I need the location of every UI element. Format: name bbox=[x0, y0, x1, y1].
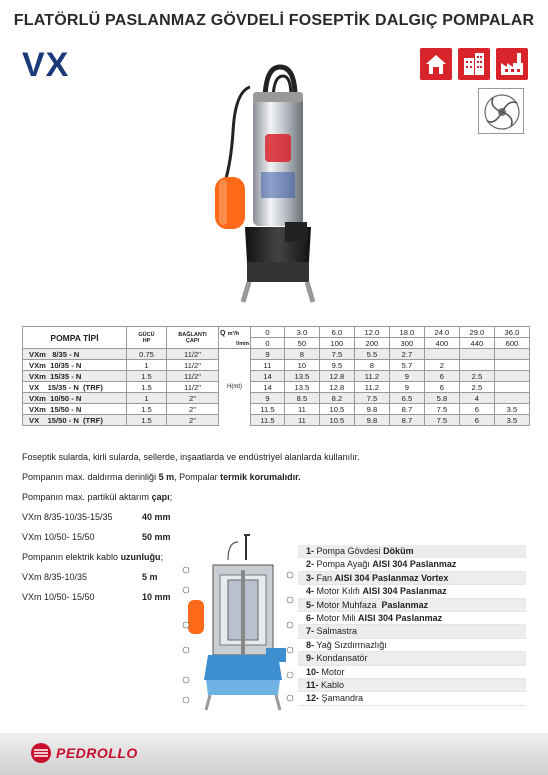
part-label: Kondansatör bbox=[314, 653, 368, 664]
head-value-cell: 11.2 bbox=[354, 371, 389, 382]
head-value-cell bbox=[494, 349, 529, 360]
part-label: Şamandra bbox=[319, 693, 364, 704]
part-label: Motor Muhfaza bbox=[314, 599, 382, 610]
flow-m3h-cell: 18.0 bbox=[389, 327, 424, 338]
part-item bbox=[298, 639, 526, 652]
head-value-cell: 3.5 bbox=[494, 404, 529, 415]
head-value-cell: 11 bbox=[284, 415, 319, 426]
head-value-cell: 14 bbox=[251, 371, 285, 382]
particle-row: VXm 10/50- 15/50 50 mm bbox=[22, 532, 171, 542]
head-value-cell: 4 bbox=[459, 393, 494, 404]
part-number: 12- bbox=[306, 693, 320, 704]
flow-m3h-cell: 3.0 bbox=[284, 327, 319, 338]
model-cell: VX 15/50 - N (TRF) bbox=[23, 415, 127, 426]
head-value-cell: 6 bbox=[424, 382, 459, 393]
head-value-cell bbox=[459, 360, 494, 371]
part-item bbox=[298, 599, 526, 612]
flow-lmin-cell: 50 bbox=[284, 338, 319, 349]
part-label: Yağ Sızdırmazlığı bbox=[314, 639, 387, 650]
part-number: 2- bbox=[306, 559, 315, 570]
head-value-cell: 7.5 bbox=[424, 415, 459, 426]
cable-text: Pompanın elektrik kablo uzunluğu; bbox=[22, 552, 164, 562]
part-label: Pompa Gövdesi bbox=[314, 546, 384, 556]
part-label: Salmastra bbox=[314, 626, 358, 637]
part-item bbox=[298, 652, 526, 665]
connection-cell: 2" bbox=[167, 404, 219, 415]
cable-row: VXm 8/35-10/35 5 m bbox=[22, 572, 158, 582]
brand-name: PEDROLLO bbox=[56, 745, 138, 761]
head-value-cell: 6 bbox=[424, 371, 459, 382]
usage-text: Foseptik sularda, kirli sularda, sellerde, inşaatlarda ve endüstriyel alanlarda kullanılır. bbox=[22, 452, 360, 462]
power-cell: 1.5 bbox=[127, 382, 167, 393]
head-value-cell: 2.5 bbox=[459, 382, 494, 393]
part-item bbox=[298, 612, 526, 625]
q-header: Q bbox=[220, 329, 226, 337]
head-label: H(mt) bbox=[219, 382, 251, 393]
flow-m3h-cell: 0 bbox=[251, 327, 285, 338]
head-value-cell: 9 bbox=[389, 371, 424, 382]
power-header: GÜCÜ bbox=[138, 331, 155, 338]
part-item bbox=[298, 625, 526, 638]
connection-cell: 11/2" bbox=[167, 349, 219, 360]
head-value-cell: 2.5 bbox=[459, 371, 494, 382]
head-label-blank bbox=[219, 360, 251, 371]
head-value-cell bbox=[494, 371, 529, 382]
part-number: 4- bbox=[306, 586, 315, 597]
head-value-cell: 8.7 bbox=[389, 415, 424, 426]
head-value-cell: 13.5 bbox=[284, 371, 319, 382]
head-value-cell bbox=[459, 349, 494, 360]
head-value-cell: 11.5 bbox=[251, 415, 285, 426]
head-value-cell: 9.5 bbox=[319, 360, 354, 371]
model-cell: VXm 8/35 - N bbox=[23, 349, 127, 360]
flow-m3h-cell: 36.0 bbox=[494, 327, 529, 338]
particle-row: VXm 8/35-10/35-15/35 40 mm bbox=[22, 512, 171, 522]
power-cell: 1 bbox=[127, 360, 167, 371]
head-value-cell: 12.8 bbox=[319, 371, 354, 382]
part-material: AISI 304 Paslanmaz bbox=[362, 586, 447, 597]
head-value-cell bbox=[494, 393, 529, 404]
part-item bbox=[298, 692, 526, 705]
part-item bbox=[298, 545, 526, 558]
connection-cell: 11/2" bbox=[167, 371, 219, 382]
part-item bbox=[298, 666, 526, 679]
part-item bbox=[298, 679, 526, 692]
head-value-cell: 2.7 bbox=[389, 349, 424, 360]
head-value-cell: 6 bbox=[459, 404, 494, 415]
performance-table: POMPA TİPİ GÜCÜ HP BAĞLANTI ÇAPI Q m³/h 0 3.0 6.0 12.0 18.0 24.0 29.0 36.0 l/min 0 50 100 200 300 400 440 600 VXm 8/35 - N 0.75 11/2" 9 8 7.5 5.5 2.7 VXm 10/35 - N 1 11/2" 11 10 9.5 8 5.7 2 VXm 15/35 - N 1.5 11/2" 14 13.5 12.8 11.2 9 6 2.5 VX 15/35 - N (TRF) 1.5 11/2" H(mt) 14 13.5 12.8 11.2 9 6 2.5 VXm 10/50 - N 1 2" 9 8.5 8.2 7.5 6.5 5.8 4 VXm 15/50 - N 1.5 2" 11.5 11 10.5 9.8 8.7 7.5 6 3.5 VX 15/50 - N (TRF) 1.5 2" 11.5 11 10.5 9.8 8.7 7.5 6 3.5 bbox=[22, 326, 530, 426]
flow-lmin-cell: 0 bbox=[251, 338, 285, 349]
head-label-blank bbox=[219, 404, 251, 415]
head-value-cell: 8.5 bbox=[284, 393, 319, 404]
flow-lmin-cell: 300 bbox=[389, 338, 424, 349]
part-number: 11- bbox=[306, 679, 319, 690]
head-value-cell: 6.5 bbox=[389, 393, 424, 404]
part-number: 6- bbox=[306, 612, 315, 623]
head-value-cell: 9 bbox=[389, 382, 424, 393]
model-cell: VXm 10/50 - N bbox=[23, 393, 127, 404]
part-label: Pompa Ayağı bbox=[314, 559, 373, 570]
flow-m3h-cell: 6.0 bbox=[319, 327, 354, 338]
flow-lmin-cell: 200 bbox=[354, 338, 389, 349]
head-value-cell: 6 bbox=[459, 415, 494, 426]
part-number: 5- bbox=[306, 599, 315, 610]
flow-m3h-cell: 29.0 bbox=[459, 327, 494, 338]
model-cell: VXm 15/35 - N bbox=[23, 371, 127, 382]
connection-header: BAĞLANTI bbox=[178, 331, 207, 338]
part-number: 7- bbox=[306, 626, 315, 637]
page-title: FLATÖRLÜ PASLANMAZ GÖVDELİ FOSEPTİK DALGIÇ POMPALAR bbox=[13, 12, 535, 29]
pedrollo-logo-icon bbox=[30, 742, 52, 764]
part-number: 8- bbox=[306, 639, 315, 650]
building-icon bbox=[458, 48, 490, 80]
table-row bbox=[23, 360, 530, 371]
pedrollo-logo bbox=[30, 742, 138, 764]
part-label: Fan bbox=[314, 572, 335, 583]
head-value-cell: 9 bbox=[251, 393, 285, 404]
pump-photo bbox=[195, 62, 325, 307]
flow-lmin-cell: 100 bbox=[319, 338, 354, 349]
table-row bbox=[23, 371, 530, 382]
head-value-cell: 11 bbox=[284, 404, 319, 415]
model-name: VX bbox=[22, 46, 70, 84]
head-value-cell: 10.5 bbox=[319, 415, 354, 426]
part-material: Döküm bbox=[383, 546, 414, 556]
part-material: AISI 304 Paslanmaz bbox=[358, 612, 443, 623]
table-row bbox=[23, 404, 530, 415]
power-cell: 0.75 bbox=[127, 349, 167, 360]
part-number: 1- bbox=[306, 546, 315, 556]
head-value-cell: 8 bbox=[284, 349, 319, 360]
part-material: AISI 304 Paslanmaz Vortex bbox=[334, 572, 449, 583]
head-value-cell: 7.5 bbox=[354, 393, 389, 404]
part-number: 9- bbox=[306, 653, 315, 664]
connection-cell: 2" bbox=[167, 393, 219, 404]
power-cell: 1.5 bbox=[127, 415, 167, 426]
flow-lmin-cell: 400 bbox=[424, 338, 459, 349]
head-value-cell: 5.8 bbox=[424, 393, 459, 404]
table-row bbox=[23, 393, 530, 404]
power-cell: 1.5 bbox=[127, 404, 167, 415]
part-item bbox=[298, 572, 526, 585]
head-value-cell: 9.8 bbox=[354, 404, 389, 415]
part-material: Paslanmaz bbox=[381, 599, 429, 610]
connection-cell: 2" bbox=[167, 415, 219, 426]
connection-cell: 11/2" bbox=[167, 360, 219, 371]
application-icons bbox=[420, 48, 528, 80]
vortex-impeller-icon bbox=[478, 88, 524, 134]
head-value-cell: 14 bbox=[251, 382, 285, 393]
model-cell: VXm 10/35 - N bbox=[23, 360, 127, 371]
flow-m3h-cell: 12.0 bbox=[354, 327, 389, 338]
head-value-cell: 9.8 bbox=[354, 415, 389, 426]
head-value-cell: 11.2 bbox=[354, 382, 389, 393]
table-row bbox=[23, 349, 530, 360]
footer bbox=[0, 733, 548, 775]
head-value-cell: 8.2 bbox=[319, 393, 354, 404]
part-label: Motor bbox=[319, 666, 345, 677]
part-number: 10- bbox=[306, 666, 320, 677]
head-value-cell: 7.5 bbox=[424, 404, 459, 415]
head-value-cell: 12.8 bbox=[319, 382, 354, 393]
flow-lmin-cell: 600 bbox=[494, 338, 529, 349]
head-value-cell bbox=[494, 360, 529, 371]
head-value-cell: 3.5 bbox=[494, 415, 529, 426]
head-value-cell: 2 bbox=[424, 360, 459, 371]
head-value-cell bbox=[494, 382, 529, 393]
part-item bbox=[298, 585, 526, 598]
power-cell: 1 bbox=[127, 393, 167, 404]
cable-row: VXm 10/50- 15/50 10 mm bbox=[22, 592, 171, 602]
head-value-cell: 8.7 bbox=[389, 404, 424, 415]
model-cell: VX 15/35 - N (TRF) bbox=[23, 382, 127, 393]
part-item bbox=[298, 558, 526, 571]
head-value-cell: 5.7 bbox=[389, 360, 424, 371]
factory-icon bbox=[496, 48, 528, 80]
head-label-blank bbox=[219, 393, 251, 404]
head-value-cell: 5.5 bbox=[354, 349, 389, 360]
head-value-cell: 13.5 bbox=[284, 382, 319, 393]
model-cell: VXm 15/50 - N bbox=[23, 404, 127, 415]
parts-list bbox=[298, 545, 526, 706]
head-value-cell bbox=[424, 349, 459, 360]
particle-text: Pompanın max. partikül aktarım çapı; bbox=[22, 492, 173, 502]
head-label-blank bbox=[219, 415, 251, 426]
head-value-cell: 7.5 bbox=[319, 349, 354, 360]
head-value-cell: 9 bbox=[251, 349, 285, 360]
power-cell: 1.5 bbox=[127, 371, 167, 382]
depth-text: Pompanın max. daldırma derinliği 5 m, Pompalar termik korumalıdır. bbox=[22, 472, 301, 482]
connection-cell: 11/2" bbox=[167, 382, 219, 393]
part-material: AISI 304 Paslanmaz bbox=[372, 559, 457, 570]
part-label: Kablo bbox=[318, 679, 345, 690]
head-value-cell: 10 bbox=[284, 360, 319, 371]
cutaway-diagram bbox=[178, 530, 296, 720]
flow-m3h-cell: 24.0 bbox=[424, 327, 459, 338]
house-icon bbox=[420, 48, 452, 80]
head-value-cell: 11 bbox=[251, 360, 285, 371]
table-row bbox=[23, 415, 530, 426]
head-value-cell: 8 bbox=[354, 360, 389, 371]
flow-lmin-cell: 440 bbox=[459, 338, 494, 349]
part-number: 3- bbox=[306, 572, 315, 583]
part-label: Motor Mili bbox=[314, 612, 359, 623]
head-value-cell: 11.5 bbox=[251, 404, 285, 415]
table-row bbox=[23, 382, 530, 393]
head-value-cell: 10.5 bbox=[319, 404, 354, 415]
head-label-blank bbox=[219, 349, 251, 360]
pump-type-header: POMPA TİPİ bbox=[23, 327, 127, 349]
head-label-blank bbox=[219, 371, 251, 382]
part-label: Motor Kılıfı bbox=[314, 586, 363, 597]
